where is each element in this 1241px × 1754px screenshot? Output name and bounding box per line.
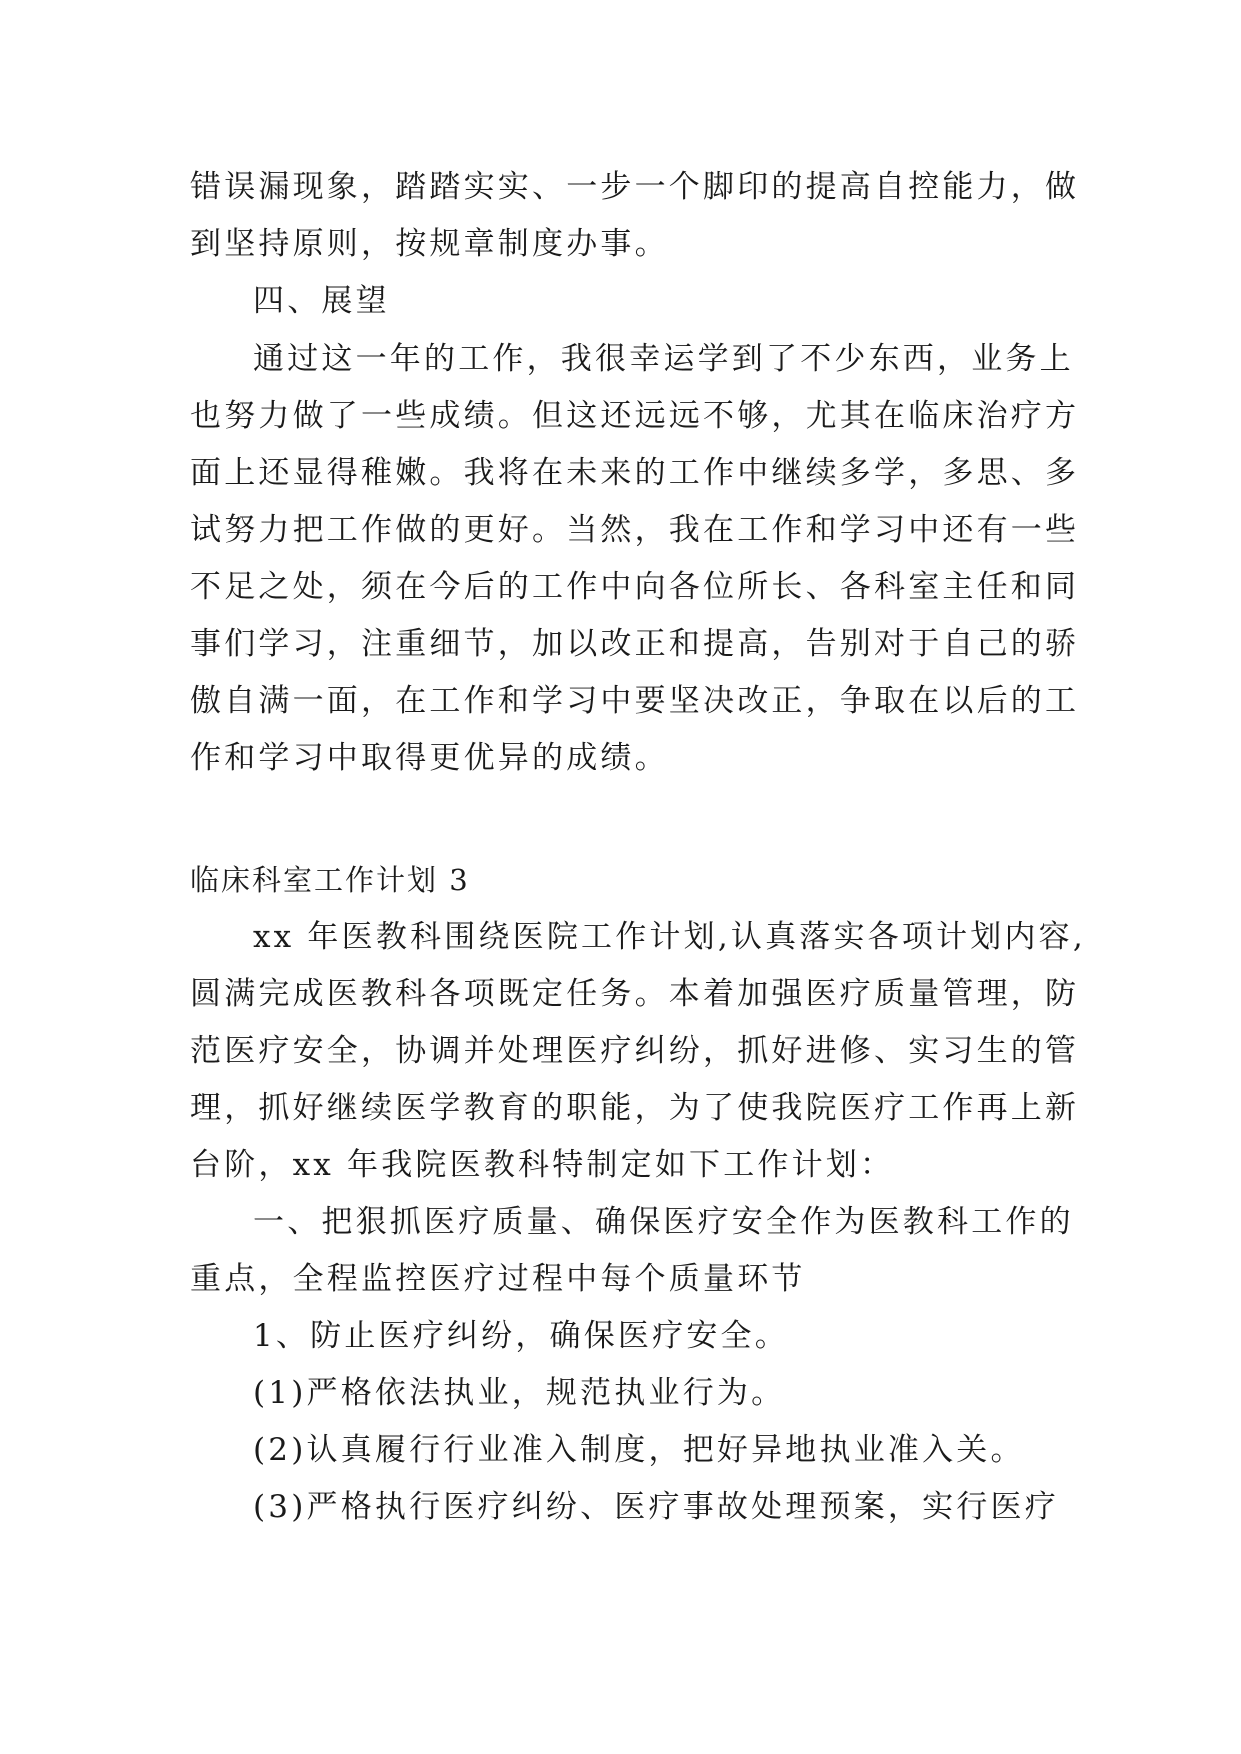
list-item: (1)严格依法执业，规范执业行为。 [253, 1375, 786, 1411]
list-item: (2)认真履行行业准入制度，把好异地执业准入关。 [253, 1432, 1025, 1468]
section-heading: 一、把狠抓医疗质量、确保医疗安全作为医教科工作的 [253, 1204, 1074, 1240]
paragraph-line: 台阶，xx 年我院医教科特制定如下工作计划： [190, 1147, 895, 1183]
paragraph-line: 理，抓好继续医学教育的职能，为了使我院医疗工作再上新 [190, 1090, 1080, 1126]
paragraph-line: 错误漏现象，踏踏实实、一步一个脚印的提高自控能力，做 [190, 169, 1080, 205]
paragraph-line: 不足之处，须在今后的工作中向各位所长、各科室主任和同 [190, 569, 1080, 605]
paragraph-line: xx 年医教科围绕医院工作计划,认真落实各项计划内容, [253, 919, 1086, 955]
paragraph-line: 圆满完成医教科各项既定任务。本着加强医疗质量管理，防 [190, 976, 1080, 1012]
paragraph-line: 事们学习，注重细节，加以改正和提高，告别对于自己的骄 [190, 626, 1080, 662]
section-heading: 四、展望 [253, 283, 390, 319]
paragraph-line: 到坚持原则，按规章制度办事。 [190, 226, 669, 262]
paragraph-line: 作和学习中取得更优异的成绩。 [190, 740, 669, 776]
paragraph-line: 通过这一年的工作，我很幸运学到了不少东西，业务上 [253, 341, 1074, 377]
section-heading: 重点，全程监控医疗过程中每个质量环节 [190, 1261, 806, 1297]
paragraph-line: 面上还显得稚嫩。我将在未来的工作中继续多学，多思、多 [190, 455, 1080, 491]
list-item: 1、防止医疗纠纷，确保医疗安全。 [253, 1318, 789, 1354]
plan-title: 临床科室工作计划 3 [190, 863, 470, 897]
paragraph-line: 也努力做了一些成绩。但这还远远不够，尤其在临床治疗方 [190, 398, 1080, 434]
paragraph-line: 范医疗安全，协调并处理医疗纠纷，抓好进修、实习生的管 [190, 1033, 1080, 1069]
paragraph-line: 试努力把工作做的更好。当然，我在工作和学习中还有一些 [190, 512, 1080, 548]
list-item: (3)严格执行医疗纠纷、医疗事故处理预案，实行医疗 [253, 1489, 1059, 1525]
paragraph-line: 傲自满一面，在工作和学习中要坚决改正，争取在以后的工 [190, 683, 1080, 719]
